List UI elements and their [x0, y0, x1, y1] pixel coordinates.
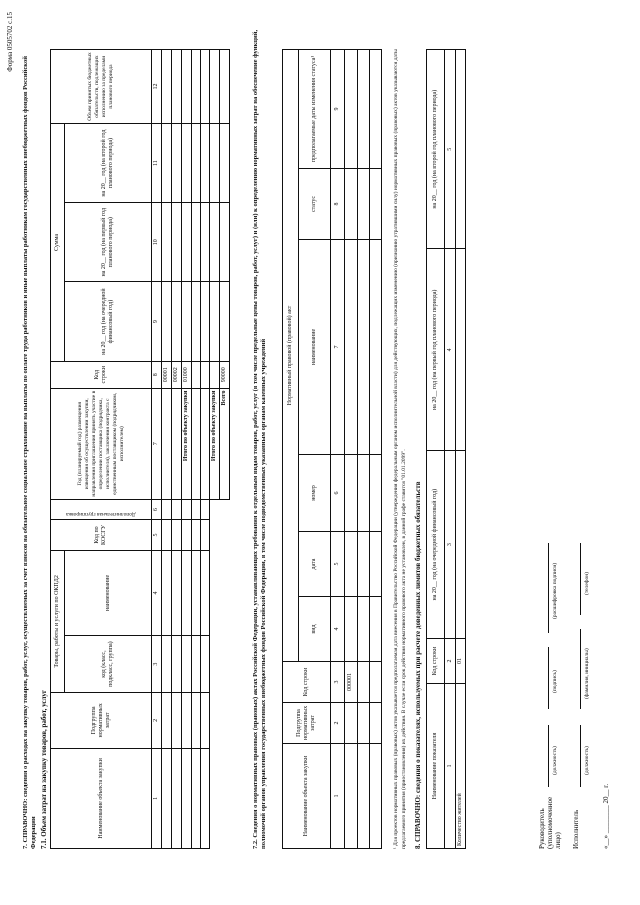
th-name: Наименование объекта закупки [51, 748, 152, 848]
table-row [162, 50, 172, 849]
colnum: 1 [152, 748, 162, 848]
footnote: ¹ Для проектов нормативных правовых (правовых) актов указывается предполагаемая дата внесения в Правительство Российской Федерации (утверждения федеральным органом исполнительной власти) для действующих, подлежащих изменению (признанию утратившими силу) нормативных правовых (правовых) актов указываются даты предлагаемого принятия (приостановления) их действия. В случае если срок действия нормативного правового акта не установлен, в данной графе ставится "01.01.2099". [393, 49, 407, 849]
th-group: Подгруппа нормативных затрат [283, 703, 331, 744]
th-status: статус [299, 169, 331, 240]
colnum: 3 [331, 662, 344, 703]
colnum: 9 [152, 282, 162, 362]
form-code: Форма 0505702 с.15 [6, 12, 14, 72]
colnum: 8 [152, 361, 162, 388]
cap-fio: (фамилия, инициалы) [584, 648, 590, 699]
colnum: 7 [331, 240, 344, 455]
th-naim: наименование [65, 550, 152, 635]
cap-sign: (подпись) [552, 670, 558, 693]
table-row [220, 50, 230, 849]
colnum: 11 [152, 124, 162, 203]
exec-label: Исполнитель [572, 809, 580, 849]
th-contract: Год (планируемый год) размещения извещения об осуществлении закупки, направления приглашения принять участие в определении поставщика (подрядчика, исполнителя), заключения контракта с единственным поставщиком (подрядчиком, исполнителем) [51, 388, 152, 499]
total-obj-label: Итого по объекту закупки [182, 388, 192, 499]
colnum: 5 [445, 50, 455, 249]
th-y2: на 20__ год (на первый год планового периода) [427, 249, 445, 451]
table-row [182, 50, 192, 849]
th-y3: на 20__ год (на второй год планового периода) [427, 50, 445, 249]
rowcode: 00002 [172, 361, 182, 388]
colnum: 3 [152, 636, 162, 693]
th-kosgu: Код по КОСГУ [51, 520, 152, 551]
colnum: 1 [331, 744, 344, 849]
th-rowcode: Код строки [283, 662, 331, 703]
colnum: 2 [152, 693, 162, 749]
th-y3: на 20__ год (на второй год планового периода) [65, 124, 152, 203]
rowcode: 90000 [220, 361, 230, 388]
th-group: Подгруппа нормативных затрат [51, 693, 152, 749]
table-row [210, 50, 220, 849]
th-naim: наименование [299, 240, 331, 455]
rowcode: 01000 [182, 361, 192, 388]
date-line: «__» ________ 20__ г. [602, 783, 610, 849]
colnum: 1 [445, 684, 455, 849]
rowcode: 01 [455, 639, 465, 684]
colnum: 2 [445, 639, 455, 684]
colnum: 6 [331, 455, 344, 532]
table-8 [426, 49, 466, 849]
colnum: 4 [331, 597, 344, 662]
section72-title: 7.2. Сведения о нормативных правовых (правовых) актах Российской Федерации, устанавливающих требования к отдельным видам товаров, работ, услуг (в том числе предельные цены товаров, работ, услуг) и (или) к определению нормативных затрат на обеспечение функций, полномочий органов управления государственных внебюджетных фондов Российской Федерации, в том числе подведомственных указанным органам казенных учреждений [252, 29, 267, 849]
colnum: 5 [331, 532, 344, 597]
table-71 [50, 49, 230, 849]
th-act: Нормативный правовой (правовой) акт [283, 50, 299, 662]
colnum: 8 [331, 169, 344, 240]
total-all-label: Итого по объекту закупки [210, 388, 220, 499]
colnum: 2 [331, 703, 344, 744]
head-label: Руководитель (уполномоченное лицо) [538, 796, 562, 849]
th-date: дата [299, 532, 331, 597]
colnum: 6 [152, 499, 162, 519]
th-vol: Объем принятых бюджетных обязательств, подлежащих исполнению за пределами планового периода [51, 50, 152, 124]
colnum: 3 [445, 451, 455, 639]
th-changes: предполагаемые даты изменения статуса¹ [299, 50, 331, 169]
th-y1: на 20__ год (на очередной финансовый год) [427, 451, 445, 639]
section8-title: 8. СПРАВОЧНО: сведения о показателях, используемых при расчете доведенных лимитов бюджетных обязательств [414, 481, 422, 849]
th-y2: на 20__ год (на первый год планового периода) [65, 203, 152, 282]
rowcode: 00001 [162, 361, 172, 388]
table-row [172, 50, 182, 849]
row-label: Количество жителей [455, 684, 465, 849]
colnum: 9 [331, 50, 344, 169]
th-name: Наименование объекта закупки [283, 744, 331, 849]
th-rowcode: Код строки [51, 361, 152, 388]
table-row [344, 50, 357, 849]
colnum: 5 [152, 520, 162, 551]
table-row [455, 50, 465, 849]
colnum: 4 [152, 550, 162, 635]
section71-title: 7.1. Объем затрат на закупку товаров, работ, услуг [40, 689, 48, 849]
th-y1: на 20__ год (на очередной финансовый год) [65, 282, 152, 362]
colnum: 10 [152, 203, 162, 282]
cap-phone: (телефон) [584, 571, 590, 595]
th-rowcode: Код строки [427, 639, 445, 684]
th-name: Наименование показателя [427, 684, 445, 849]
table-72 [282, 49, 382, 849]
cap-post: (должность) [584, 746, 590, 775]
cap-decode: (расшифровка подписи) [552, 562, 558, 619]
th-num: номер [299, 455, 331, 532]
cap-post: (должность) [552, 746, 558, 775]
th-goods: Товары, работы и услуги по ОКПД2 [51, 550, 65, 692]
th-vid: вид [299, 597, 331, 662]
th-sum: Сумма [51, 124, 65, 362]
th-extra: Дополнительная группировка [51, 499, 152, 519]
colnum: 4 [445, 249, 455, 451]
th-code: код (класс, подкласс, группа) [65, 636, 152, 693]
colnum: 7 [152, 388, 162, 499]
rowcode: 000001 [344, 662, 357, 703]
colnum: 12 [152, 50, 162, 124]
vsego-label: Всего [220, 388, 230, 499]
section7-title: 7. СПРАВОЧНО: сведения о расходах на закупку товаров, работ, услуг, осуществляемых за счет взносов на обязательное социальное страхование на выплаты по оплате труда работников и иные выплаты работникам государственных внебюджетных фондов Российской Федерации [22, 56, 37, 849]
